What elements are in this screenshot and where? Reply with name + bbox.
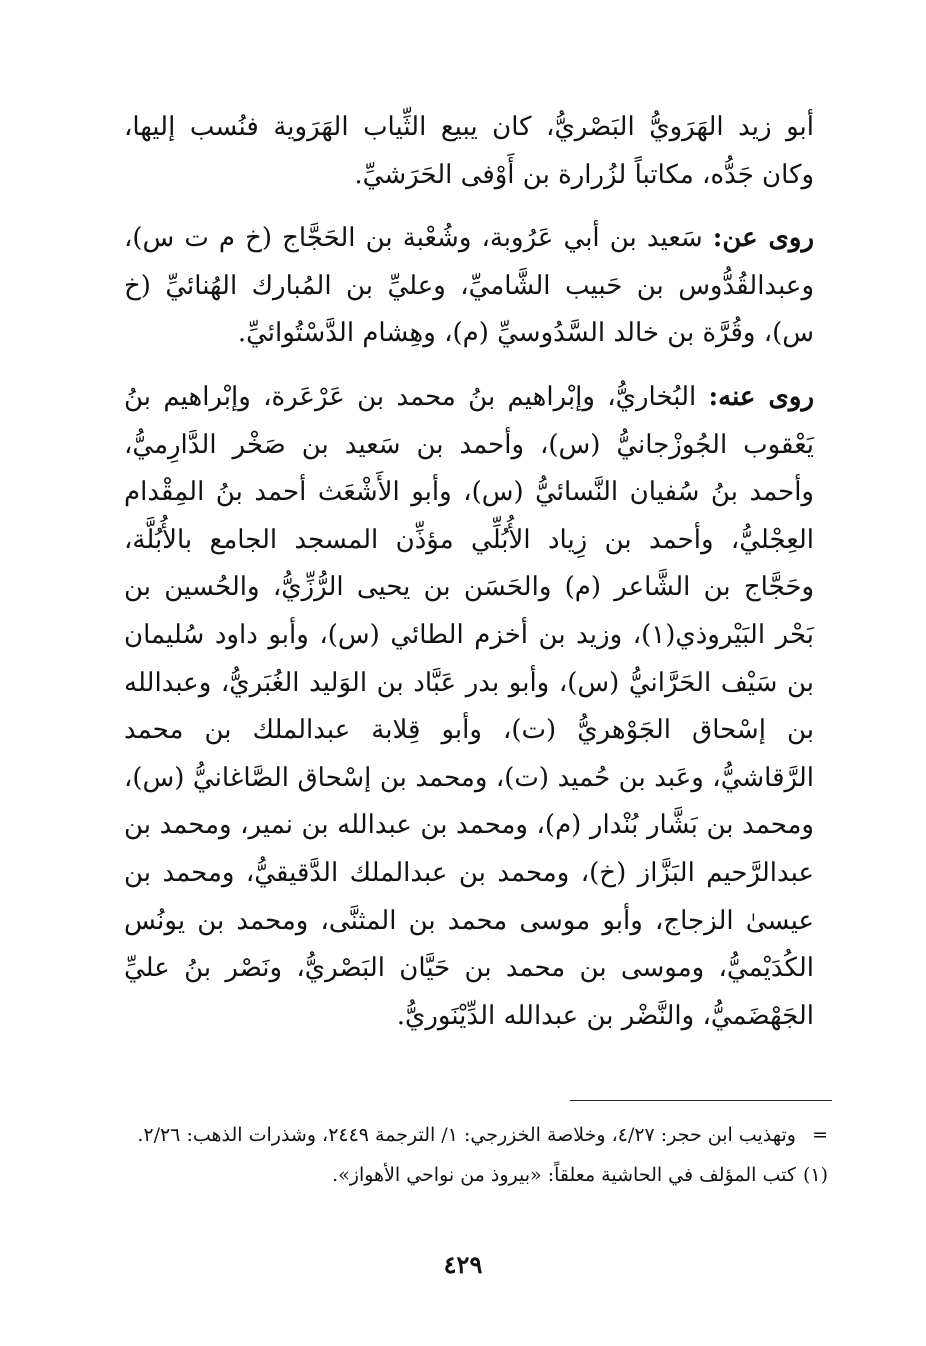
narrated-by-paragraph <box>124 374 814 1040</box>
footnotes <box>132 1118 828 1198</box>
footnote <box>132 1118 828 1152</box>
footnote-text: وتهذيب ابن حجر: ٤/٢٧، وخلاصة الخزرجي: ١/ الترجمة ٢٤٤٩، وشذرات الذهب: ٢/٢٦. <box>137 1124 796 1146</box>
footnote-marker: (١) <box>802 1164 828 1186</box>
footnote-divider <box>570 1100 832 1101</box>
footnote <box>132 1158 828 1192</box>
intro-paragraph: أبو زيد الهَرَويُّ البَصْريُّ، كان يبيع الثِّياب الهَرَوية فنُسب إليها، وكان جَدُّه، مكاتباً لزُرارة بن أَوْفى الحَرَشيِّ. <box>124 112 814 190</box>
narrated-from-text: سَعيد بن أبي عَرُوبة، وشُعْبة بن الحَجَّاج (خ م ت س)، وعبدالقُدُّوس بن حَبيب الشَّاميِّ، وعليِّ بن المُبارك الهُنائيِّ (خ س)، وقُرَّة بن خالد السَّدُوسيِّ (م)، وهِشام الدَّسْتُوائيِّ. <box>124 223 814 349</box>
narrated-by-text: البُخاريُّ، وإبْراهيم بنُ محمد بن عَرْعَرة، وإبْراهيم بنُ يَعْقوب الجُوزْجانيُّ (س)، وأحمد بن سَعيد بن صَخْر الدَّارِميُّ، وأحمد بنُ سُفيان النَّسائيُّ (س)، وأبو الأَشْعَث أحمد بنُ المِقْدام العِجْليُّ، وأحمد بن زِياد الأُبُلِّي مؤذِّن المسجد الجامع بالأُبُلَّة، وحَجَّاج بن الشَّاعر (م) والحَسَن بن يحيى الرُّزِّيُّ، والحُسين بن بَحْر البَيْروذي(١)، وزيد بن أخزم الطائي (س)، وأبو داود سُليمان بن سَيْف الحَرَّانيُّ (س)، وأبو بدر عَبَّاد بن الوَليد الغُبَريُّ، وعبدالله بن إسْحاق الجَوْهريُّ (ت)، وأبو قِلابة عبدالملك بن محمد الرَّقاشيُّ، وعَبد بن حُميد (ت)، ومحمد بن إسْحاق الصَّاغانيُّ (س)، ومحمد بن بَشَّار بُنْدار (م)، ومحمد بن عبدالله بن نمير، ومحمد بن عبدالرَّحيم البَزَّاز (خ)، ومحمد بن عبدالملك الدَّقيقيُّ، ومحمد بن عيسىٰ الزجاج، وأبو موسى محمد بن المثنَّى، ومحمد بن يونُس الكُدَيْميُّ، وموسى بن محمد بن حَيَّان البَصْريُّ، ونَصْر بنُ عليِّ الجَهْضَميُّ، والنَّضْر بن عبدالله الدِّيْنَوريُّ. <box>124 381 814 1031</box>
narrated-from-label: روى عن: <box>712 223 815 254</box>
main-text <box>124 104 814 1040</box>
footnote-text: كتب المؤلف في الحاشية معلقاً: «بيروذ من نواحي الأهواز». <box>332 1164 796 1186</box>
page-number: ٤٢٩ <box>443 1250 483 1279</box>
footnote-marker: = <box>812 1124 828 1146</box>
narrated-from-paragraph <box>124 215 814 358</box>
narrated-by-label: روى عنه: <box>708 381 814 412</box>
